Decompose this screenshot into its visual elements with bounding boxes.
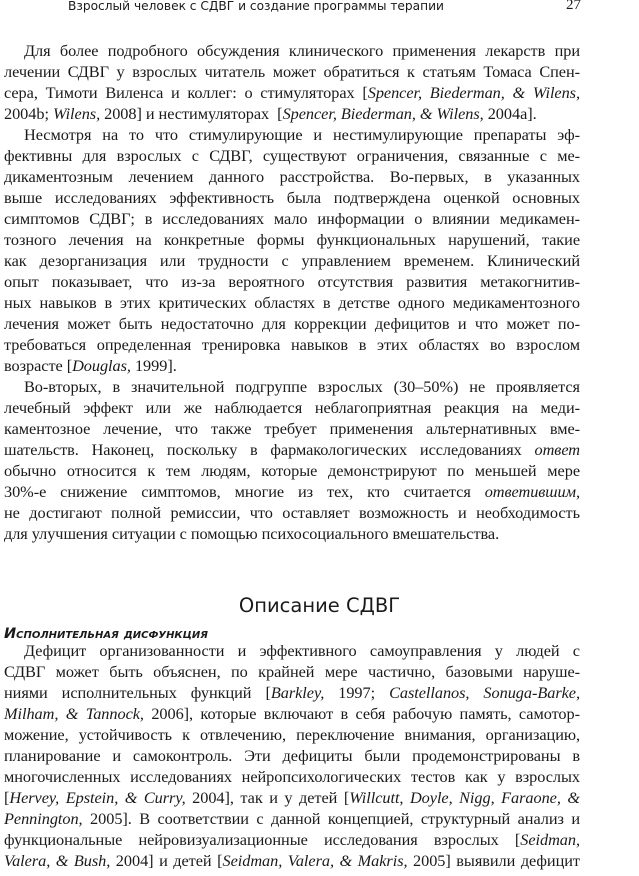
text-line: шательств. Наконец, поскольку в фармакологических исследованиях ответ (4, 440, 580, 459)
text-line: сера, Тимоти Виленса и коллег: о стимуляторах [Spencer, Biederman, & Wilens, (4, 83, 580, 102)
text-line: тозного лечения на конкретные формы функциональных нарушений, такие (4, 230, 580, 249)
text-line: для улучшения ситуации с помощью психосоциального вмешательства. (4, 524, 500, 543)
text-line: 30%-е снижение симптомов, многие из тех, кто считается ответившим, (4, 482, 580, 501)
section-heading: Описание СДВГ (238, 594, 401, 618)
text-line: можение, устойчивость к отвлечению, переключение внимания, организацию, (4, 725, 580, 744)
text-line: лечении СДВГ у взрослых читатель может обратиться к статьям Томаса Спен- (4, 62, 580, 81)
text-line: как дезорганизация или трудности с управлением временем. Клинический (4, 251, 580, 270)
text-line: лечебный эффект или же наблюдается неблагоприятная реакция на меди- (4, 398, 580, 417)
text-line: фективны для взрослых с СДВГ, существуют ограничения, связанные с ме- (4, 146, 580, 165)
text-line: Milham, & Tannock, 2006], которые включают в себя рабочую память, самотор- (4, 704, 580, 723)
text-line: многочисленных исследованиях нейропсихологических тестов как у взрослых (4, 767, 580, 786)
text-line: функциональные нейровизуализационные исследования взрослых [Seidman, (4, 830, 580, 849)
text-line: ных навыков в этих критических областях в детстве одного медикаментозного (4, 293, 580, 312)
text-line: ниями исполнительных функций [Barkley, 1997; Castellanos, Sonuga-Barke, (4, 683, 580, 702)
text-line: Во-вторых, в значительной подгруппе взрослых (30–50%) не проявляется (24, 377, 580, 396)
page-number: 27 (566, 0, 581, 13)
subsection-heading: Исполнительная дисфункция (4, 625, 208, 642)
text-line: планирование и самоконтроль. Эти дефициты были продемонстрированы в (4, 746, 580, 765)
text-line: Дефицит организованности и эффективного самоуправления у людей с (24, 641, 580, 660)
text-line: лечения может быть недостаточно для коррекции дефицитов и что может по- (4, 314, 580, 333)
text-line: требоваться определенная тренировка навыков в этих областях во взрослом (4, 335, 580, 354)
text-line: СДВГ может быть объяснен, по крайней мере частично, базовыми наруше- (4, 662, 580, 681)
text-line: Pennington, 2005]. В соответствии с данной концепцией, структурный анализ и (4, 809, 580, 828)
text-line: каментозное лечение, что также требует применения альтернативных вме- (4, 419, 580, 438)
text-line: опыт показывает, что из-за вероятного отсутствия развития метакогнитив- (4, 272, 580, 291)
text-line: не достигают полной ремиссии, что оставляет возможность и необходимость (4, 503, 580, 522)
text-line: возрасте [Douglas, 1999]. (4, 356, 177, 375)
text-line: симптомов СДВГ; в исследованиях мало информации о влиянии медикамен- (4, 209, 580, 228)
running-head (0, 0, 639, 14)
text-line: Для более подробного обсуждения клинического применения лекарств при (24, 41, 580, 60)
text-line: [Hervey, Epstein, & Curry, 2004], так и у детей [Willcutt, Doyle, Nigg, Faraone, & (4, 788, 580, 807)
text-line: дикаментозным лечением данного расстройства. Во-первых, в указанных (4, 167, 580, 186)
text-line: выше исследованиях эффективность была подтверждена оценкой основных (4, 188, 580, 207)
text-line: Несмотря на то что стимулирующие и нестимулирующие препараты эф- (24, 125, 580, 144)
text-line: обычно относится к тем людям, которые демонстрируют по меньшей мере (4, 461, 580, 480)
running-head-title: Взрослый человек с СДВГ и создание программы терапии (68, 0, 444, 13)
text-line: Valera, & Bush, 2004] и детей [Seidman, Valera, & Makris, 2005] выявили дефицит (4, 851, 580, 870)
text-line: 2004b; Wilens, 2008] и нестимуляторах [Spencer, Biederman, & Wilens, 2004a]. (4, 104, 537, 123)
